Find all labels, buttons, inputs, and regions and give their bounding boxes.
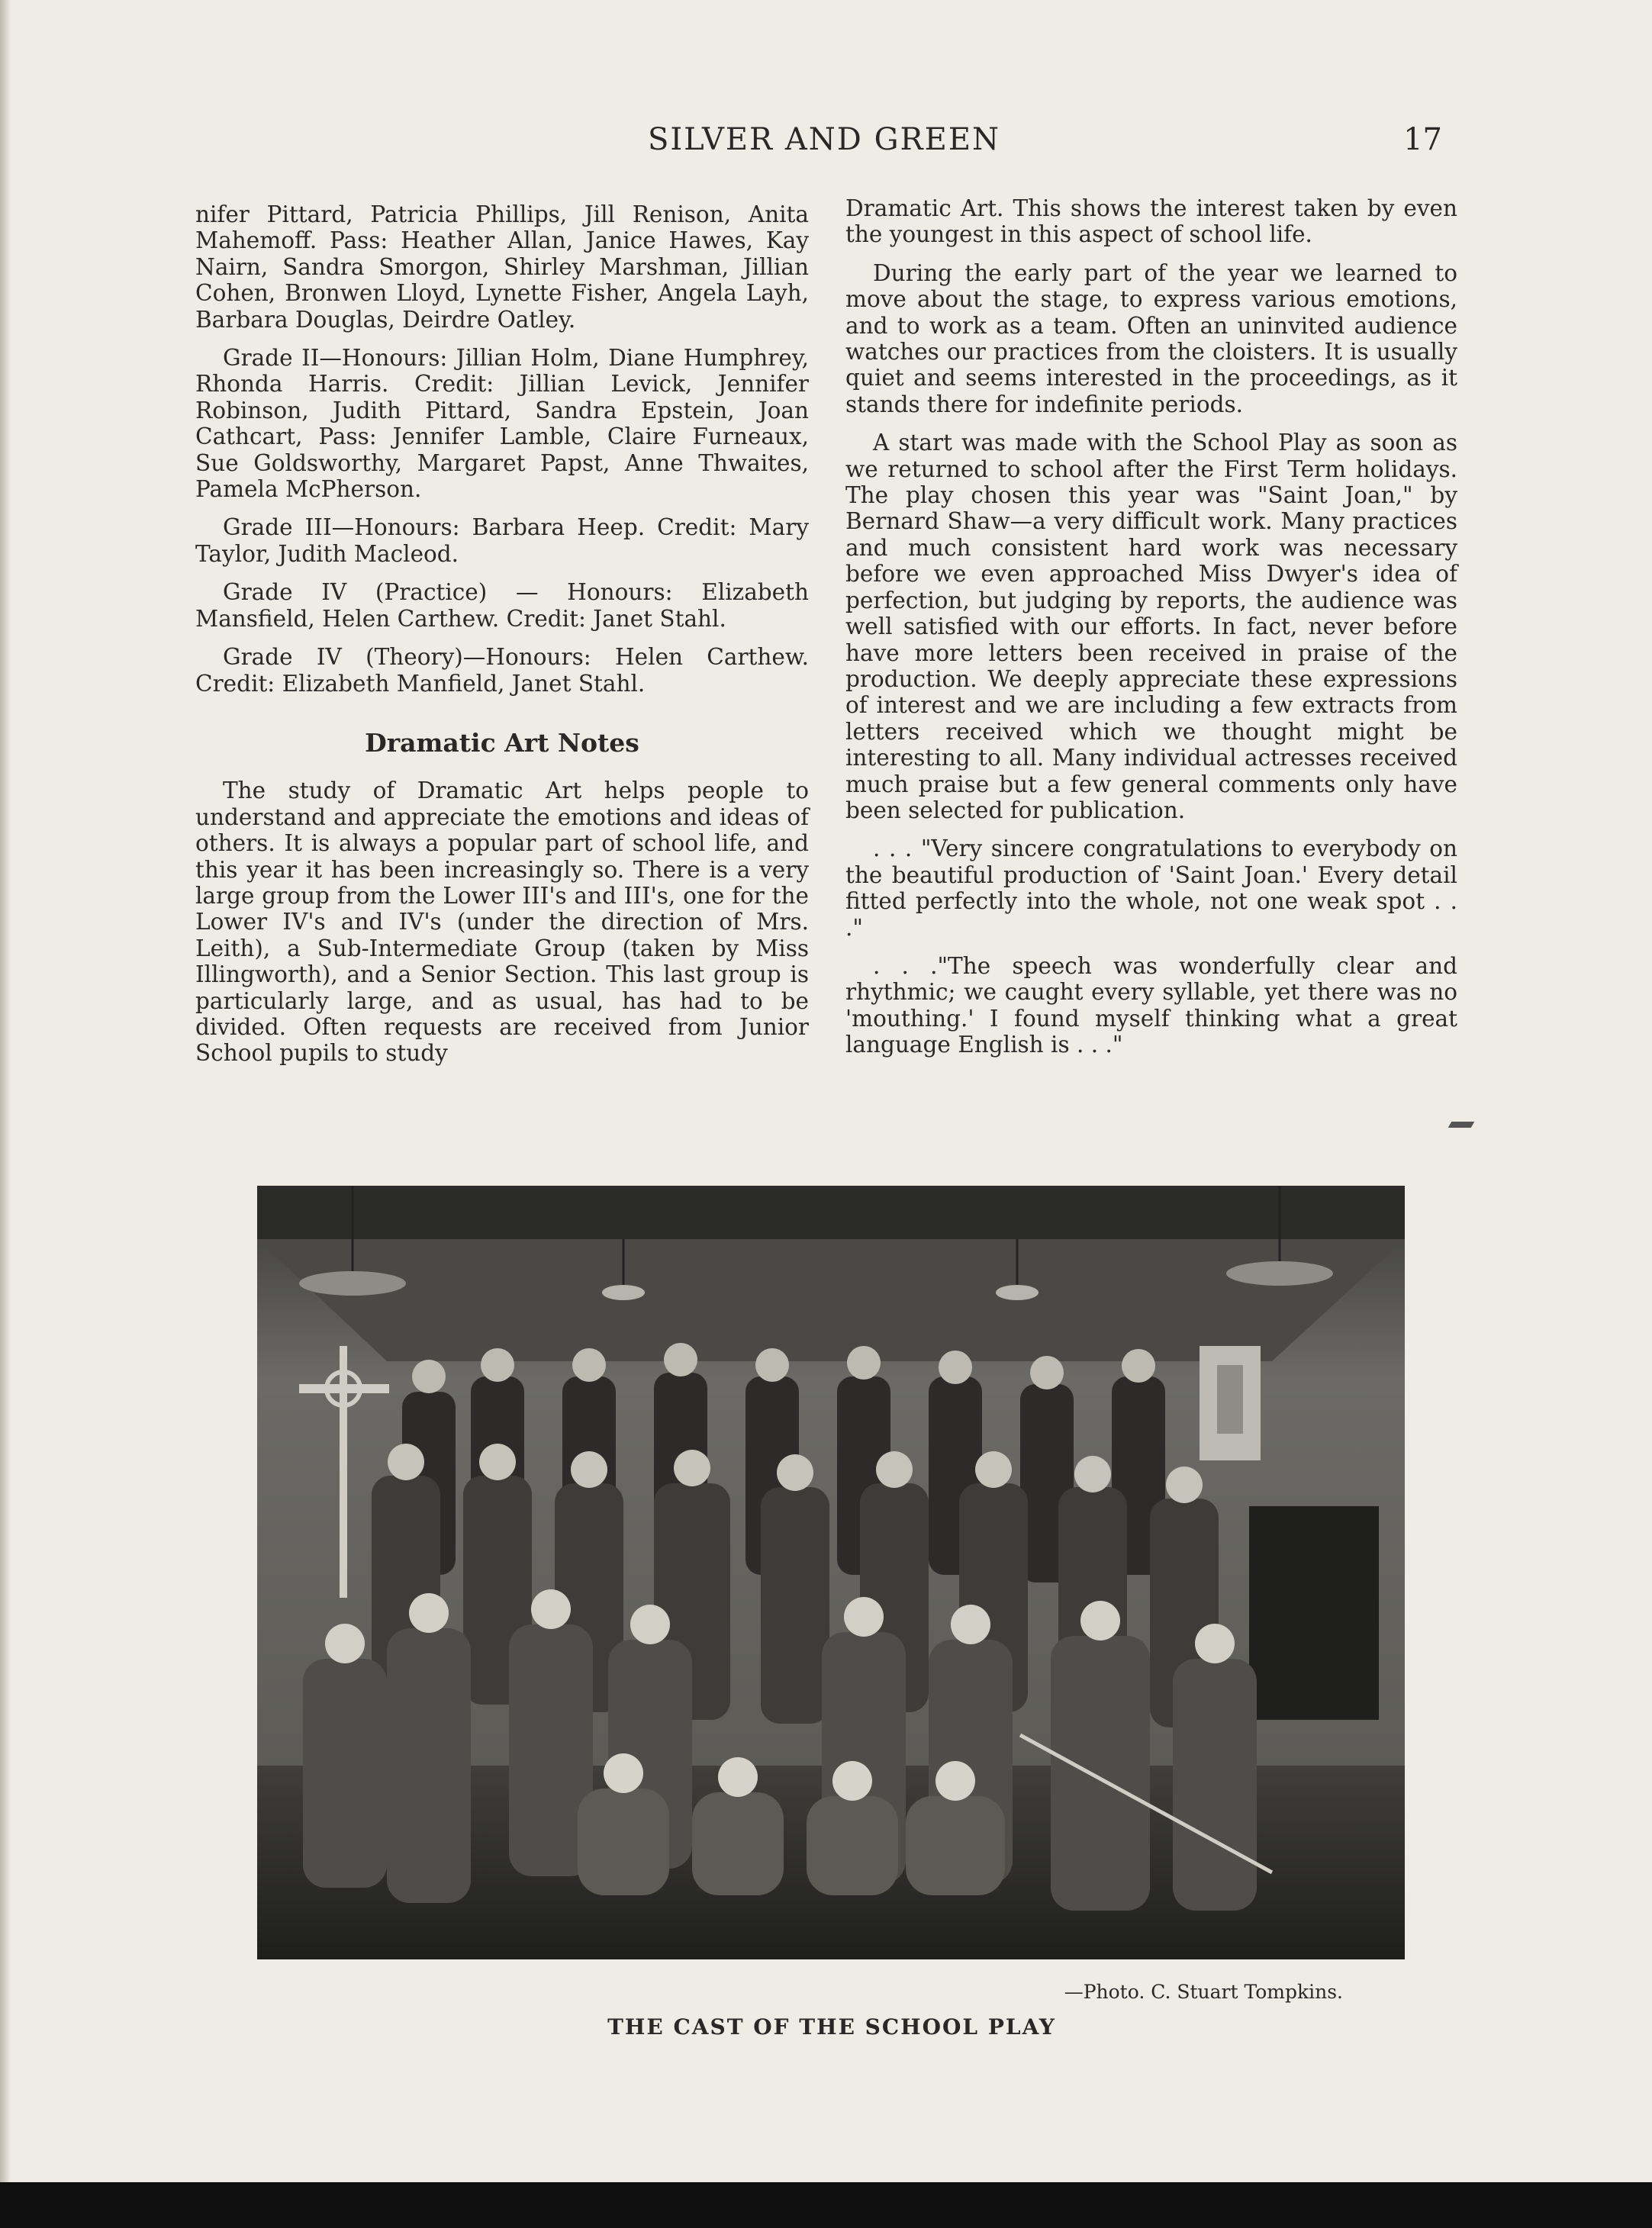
- banner: [1200, 1346, 1261, 1460]
- photo-illustration: [257, 1186, 1405, 1959]
- grade-iv-theory-paragraph: Grade IV (Theory)—Honours: Helen Carthew. Credit: Elizabeth Manfield, Janet Stahl.: [195, 644, 809, 697]
- continued-paragraph: Dramatic Art. This shows the interest taken by even the youngest in this aspect of school life.: [845, 195, 1457, 248]
- section-heading: Dramatic Art Notes: [365, 727, 639, 758]
- grade-ii-paragraph: Grade II—Honours: Jillian Holm, Diane Humphrey, Rhonda Harris. Credit: Jillian Levick, Jennifer Robinson, Judith Pittard, Sandra Epstein, Joan Cathcart, Pass: Jennifer Lamble, Claire Furneaux, Sue Goldsworthy, Margaret Papst, Anne Thwaites, Pamela McPherson.: [195, 345, 809, 503]
- page-number: 17: [1403, 122, 1442, 157]
- right-column: [845, 195, 1457, 1071]
- left-column: [195, 201, 809, 1079]
- photo-credit: —Photo. C. Stuart Tompkins.: [1064, 1981, 1343, 2003]
- grade-iii-paragraph: Grade III—Honours: Barbara Heep. Credit: Mary Taylor, Judith Macleod.: [195, 514, 809, 567]
- cast-photograph: [257, 1186, 1405, 1959]
- scan-border: [0, 2182, 1652, 2228]
- dramatic-art-paragraph: The study of Dramatic Art helps people to understand and appreciate the emotions and ideas of others. It is always a popular part of school life, and this year it has been increasingly so. There is a very large group from the Lower III's and III's, one for the Lower IV's and IV's (under the direction of Mrs. Leith), a Sub-Intermediate Group (taken by Miss Illingworth), and a Senior Section. This last group is particularly large, and as usual, has had to be divided. Often requests are received from Junior School pupils to study: [195, 778, 809, 1067]
- letter-extract-2: . . ."The speech was wonderfully clear and rhythmic; we caught every syllable, yet there was no 'mouthing.' I found myself thinking what a great language English is . . .": [845, 952, 1457, 1058]
- ink-mark: [1448, 1122, 1475, 1128]
- page-edge-shadow: [0, 0, 11, 2182]
- grade-iv-practice-paragraph: Grade IV (Practice) — Honours: Elizabeth Mansfield, Helen Carthew. Credit: Janet Stahl.: [195, 579, 809, 632]
- school-play-paragraph: A start was made with the School Play as soon as we returned to school after the First Term holidays. The play chosen this year was "Saint Joan," by Bernard Shaw—a very difficult work. Many practices and much consistent hard work was necessary before we even approached Miss Dwyer's idea of perfection, but judging by reports, the audience was well satisfied with our efforts. In fact, never before have more letters been received in praise of the production. We deeply appreciate these expressions of interest and we are including a few extracts from letters received which we thought might be interesting to all. Many individual actresses received much praise but a few general comments only have been selected for publication.: [845, 430, 1457, 823]
- stage-practice-paragraph: During the early part of the year we learned to move about the stage, to express various emotions, and to work as a team. Often an uninvited audience watches our practices from the cloisters. It is usually quiet and seems interested in the proceedings, as it stands there for indefinite periods.: [845, 259, 1457, 417]
- letter-extract-1: . . . "Very sincere congratulations to everybody on the beautiful production of 'Saint Joan.' Every detail fitted perfectly into the whole, not one weak spot . . .": [845, 836, 1457, 941]
- honours-list-paragraph: nifer Pittard, Patricia Phillips, Jill Renison, Anita Mahemoff. Pass: Heather Allan, Janice Hawes, Kay Nairn, Sandra Smorgon, Shirley Marshman, Jillian Cohen, Bronwen Lloyd, Lynette Fisher, Angela Layh, Barbara Douglas, Deirdre Oatley.: [195, 201, 809, 333]
- running-header-title: SILVER AND GREEN: [647, 122, 1001, 157]
- photo-caption: THE CAST OF THE SCHOOL PLAY: [607, 2014, 1056, 2040]
- piano: [1249, 1506, 1379, 1720]
